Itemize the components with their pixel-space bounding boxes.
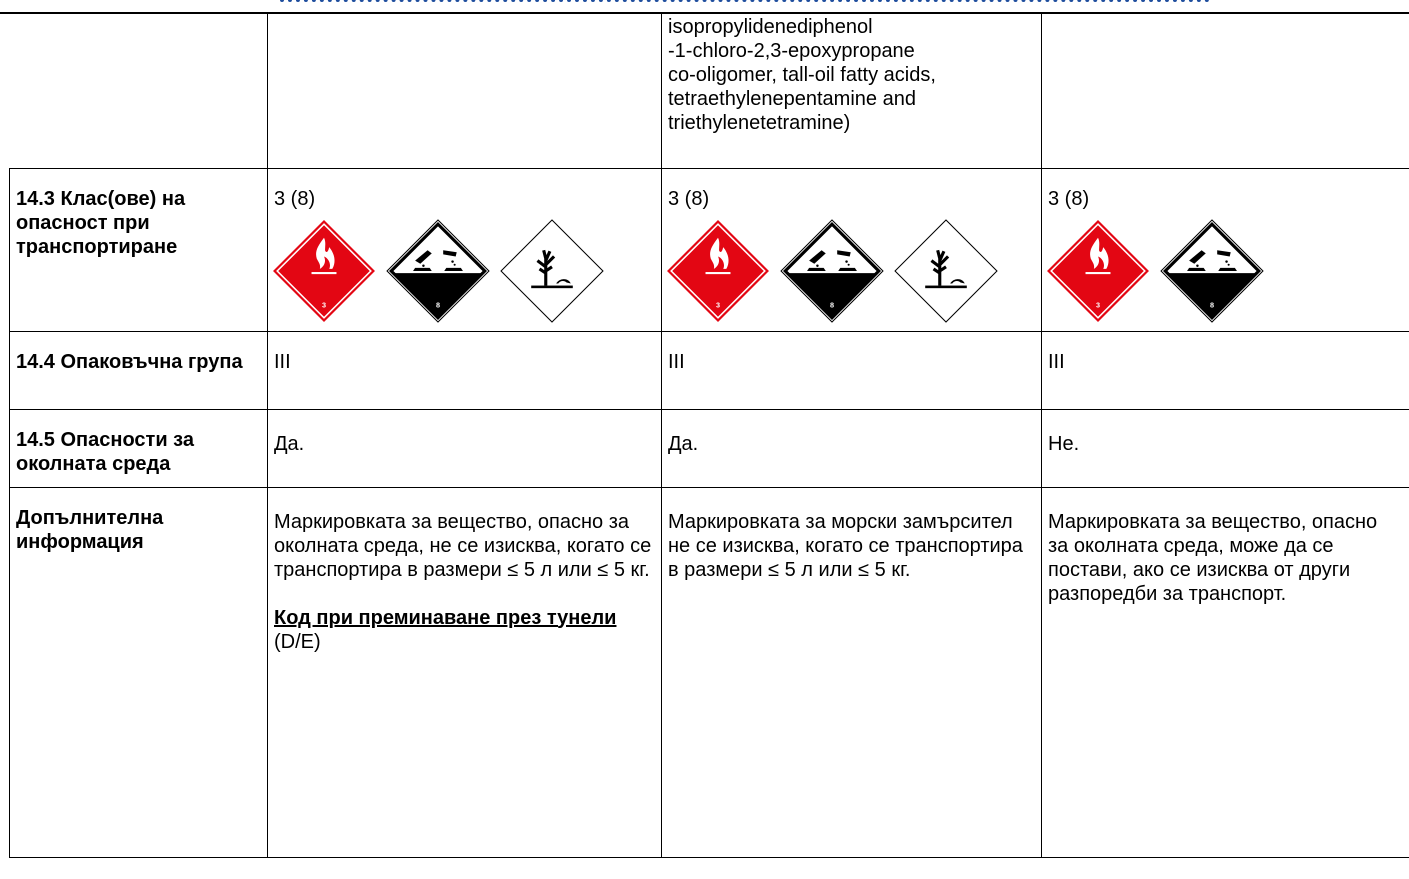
row-label-additional-info: Допълнителна информация — [10, 487, 268, 857]
additional-info-text: Маркировката за морски замърсител не се изисква, когато се транспортира в размери ≤ 5 л или ≤ 5 кг. — [668, 510, 1023, 581]
environment-hazard-icon — [500, 219, 604, 323]
table-row-hazard-class — [10, 168, 1409, 331]
table-row-shipping-name-continued — [10, 14, 1409, 168]
cell-col1-packing-group: III — [268, 331, 662, 409]
additional-info-text: Маркировката за вещество, опасно за околната среда, може да се постави, ако се изисква от други разпоредби за транспорт. — [1048, 510, 1378, 605]
cell-col2-environmental-hazards: Да. — [662, 409, 1042, 487]
cell-col2-packing-group: III — [662, 331, 1042, 409]
class-number: 3 — [715, 299, 721, 309]
hazard-class-value: 3 (8) — [668, 187, 710, 210]
text-line: isopropylidenediphenol — [668, 16, 873, 38]
row-label-hazard-class: 14.3 Клас(ове) на опасност при транспортиране — [10, 168, 268, 331]
table-row-additional-info — [10, 487, 1409, 857]
cell-col2-additional-info — [662, 487, 1042, 857]
text-line: tetraethylenepentamine and — [668, 88, 916, 110]
cell-col1-empty — [268, 14, 662, 168]
cell-col2-hazard-class — [662, 168, 1042, 331]
row-label-packing-group: 14.4 Опаковъчна група — [10, 331, 268, 409]
table-row-environmental-hazards — [10, 409, 1409, 487]
cell-col3-packing-group: III — [1042, 331, 1409, 409]
text-line: -1-chloro-2,3-epoxypropane — [668, 40, 915, 62]
text-line: co-oligomer, tall-oil fatty acids, — [668, 64, 936, 86]
class-number: 8 — [829, 299, 835, 309]
corrosive-icon — [1160, 219, 1264, 323]
cell-col3-additional-info — [1042, 487, 1409, 857]
row-label-empty — [10, 14, 268, 168]
hazard-class-value: 3 (8) — [1048, 187, 1090, 210]
transport-info-table — [9, 14, 1409, 858]
top-header-fragment — [0, 0, 1409, 14]
additional-info-text: Маркировката за вещество, опасно за околната среда, не се изисква, когато се транспортира в размери ≤ 5 л или ≤ 5 кг. — [274, 510, 652, 581]
cell-col1-additional-info — [268, 487, 662, 857]
cell-col3-environmental-hazards: Не. — [1042, 409, 1409, 487]
cell-col3-hazard-class — [1042, 168, 1409, 331]
cell-col1-environmental-hazards: Да. — [268, 409, 662, 487]
row-label-environmental-hazards: 14.5 Опасности за околната среда — [10, 409, 268, 487]
hazard-class-value: 3 (8) — [274, 187, 316, 210]
header-blue-fragment — [280, 0, 1210, 2]
cell-col1-hazard-class — [268, 168, 662, 331]
flammable-liquid-icon — [1046, 219, 1150, 323]
class-number: 3 — [1095, 299, 1101, 309]
class-number: 8 — [1209, 299, 1215, 309]
class-number: 8 — [435, 299, 441, 309]
cell-col3-empty — [1042, 14, 1409, 168]
flammable-liquid-icon — [272, 219, 376, 323]
flammable-liquid-icon — [666, 219, 770, 323]
class-number: 3 — [321, 299, 327, 309]
corrosive-icon — [780, 219, 884, 323]
environment-hazard-icon — [894, 219, 998, 323]
text-line: triethylenetetramine) — [668, 112, 851, 134]
table-row-packing-group — [10, 331, 1409, 409]
corrosive-icon — [386, 219, 490, 323]
cell-col2-shipping-name — [662, 14, 1042, 168]
tunnel-code-heading: Код при преминаване през тунели — [274, 606, 617, 629]
tunnel-code-value: (D/E) — [274, 630, 321, 653]
